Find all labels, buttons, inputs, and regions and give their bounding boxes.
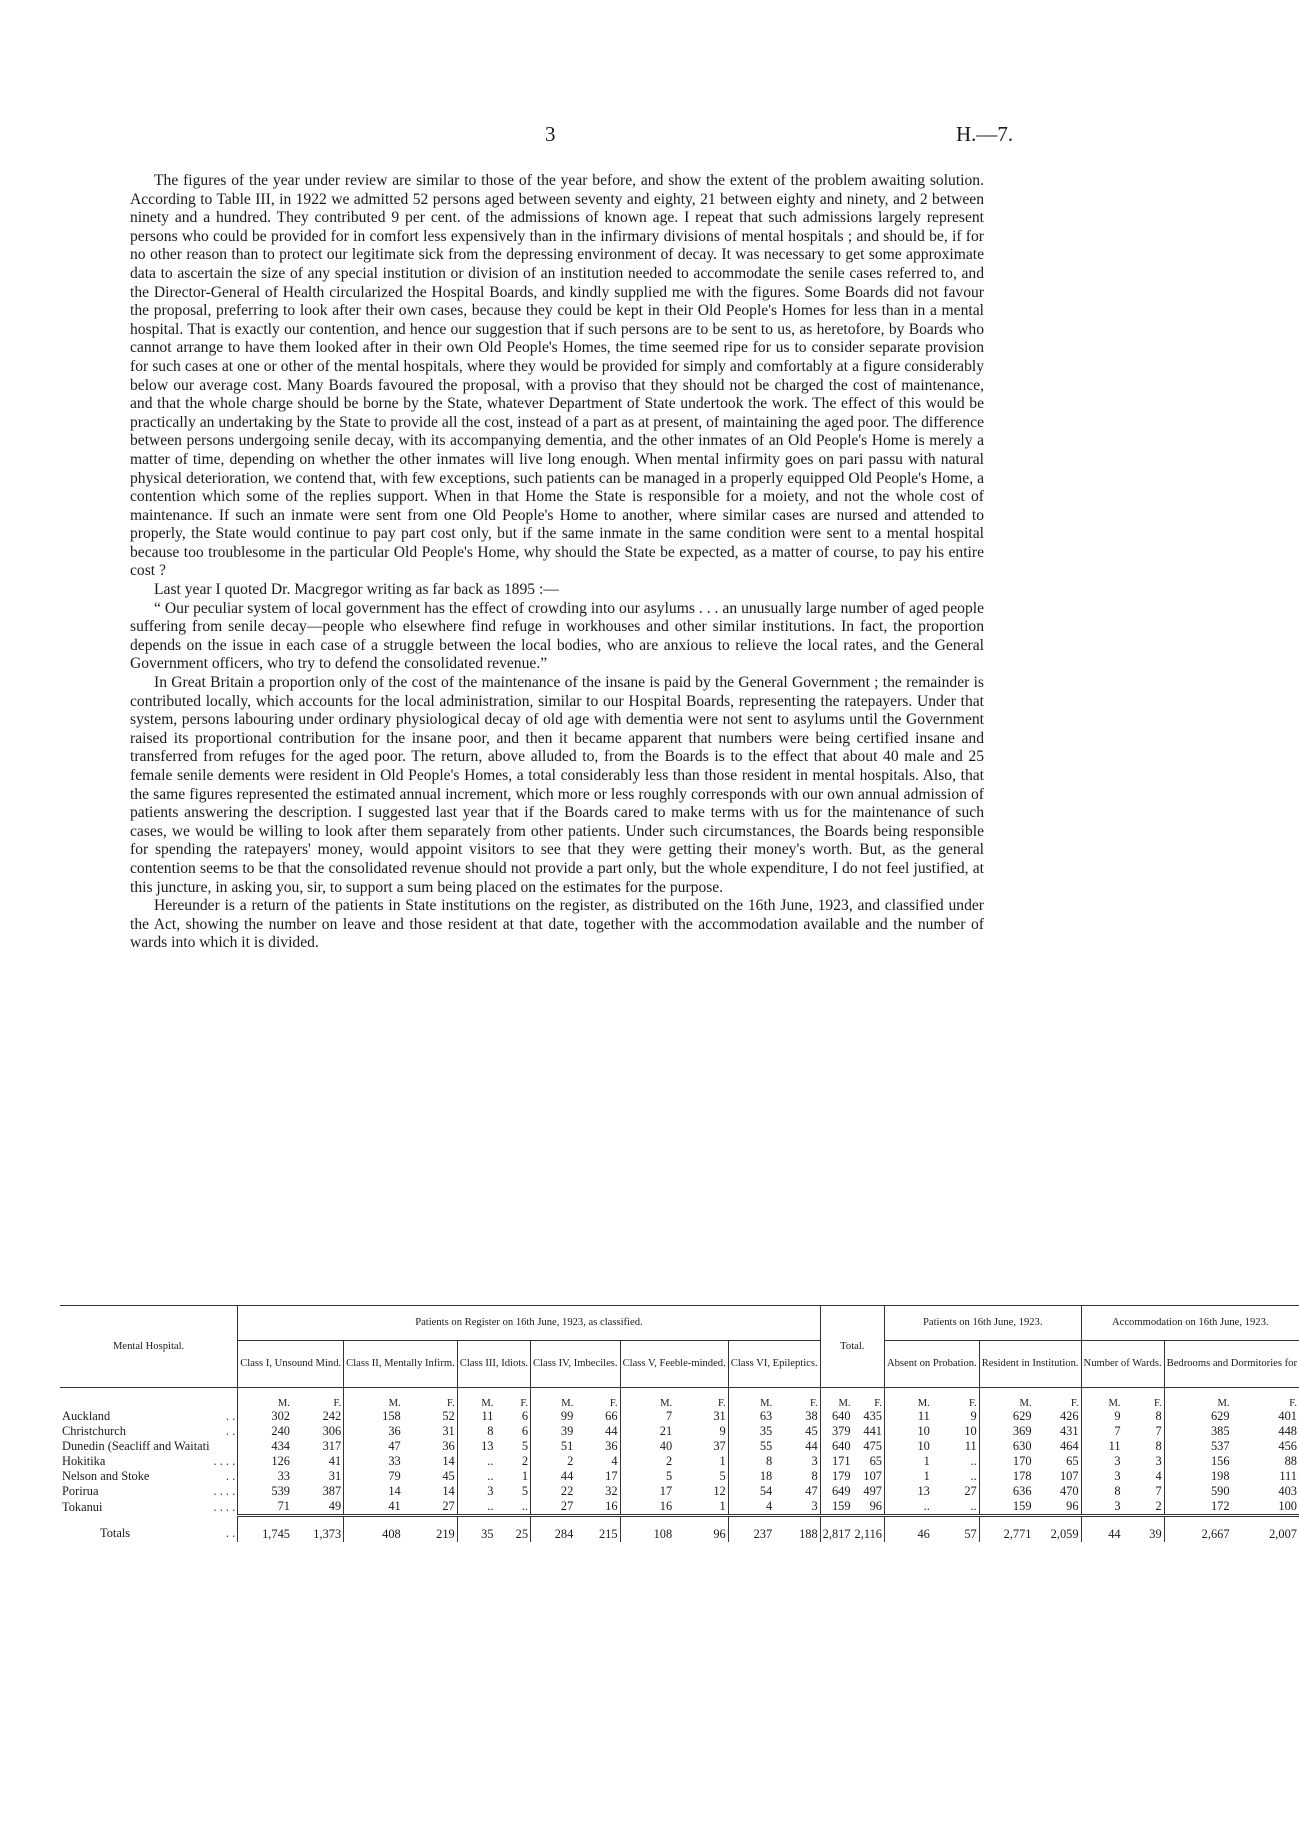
hospital-name: Christchurch [62,1424,127,1438]
header-class-3: Class III, Idiots. [457,1341,530,1388]
female-column-header: F. [969,1398,977,1409]
table-cell: 2,007 [1232,1516,1299,1543]
header-patients-on: Patients on 16th June, 1923. [884,1306,1081,1341]
table-cell: 11 [884,1409,931,1424]
table-cell: 96 [1066,1499,1079,1513]
header-class-2: Class II, Mentally Infirm. [344,1341,458,1388]
document-reference: H.—7. [956,122,1014,146]
table-row [60,1484,1299,1499]
female-column-header: F. [809,1398,818,1409]
table-cell: 1 [719,1454,726,1468]
table-cell: 47 [805,1484,818,1498]
paragraph-great-britain: In Great Britain a proportion only of the cost of the maintenance of the insane is paid by the General Government ; the remainder is contributed locally, which accounts for the local administration, similar to our Hospital Boards, representing the ratepayers. Under that system, persons labouring under ordinary physiological decay of old age with dementia were not sent to asylums until the Government raised its proportional contribution for the insane poor, and then it became apparent that numbers were being certified insane and transferred from refuges for the aged poor. The return, above alluded to, from the Boards is to the effect that about 40 male and 25 female senile dements were resident in Old People's Homes, a total considerably less than those resident in mental hospitals. Also, that the same figures represented the estimated annual increment, which more or less roughly corresponds with our own annual admission of patients answering the description. I suggested last year that if the Boards cared to make terms with us for the maintenance of such cases, we would be willing to look after them separately from other patients. Under such circumstances, the Boards being responsible for spending the ratepayers' money, would appoint visitors to see that they were getting their money's worth. But, as the general contention seems to be that the consolidated revenue should not provide a part only, but the whole expenditure, I do not feel justified, at this juncture, in asking you, sir, to support a sum being placed on the estimates for the purpose. [130,674,984,896]
table-cell: 36 [442,1439,455,1453]
paragraph-macgregor-quote: “ Our peculiar system of local government has the effect of crowding into our asylums . . . an unusually large number of aged people suffering from senile decay—people who elsewhere find refuge in workhouses and other similar institutions. In fact, the proportion depends on the issue in each case of a struggle between the local bodies, who are anxious to relieve the local rates, and the General Government officers, who try to defend the consolidated revenue.” [130,599,984,673]
header-class-5: Class V, Feeble-minded. [620,1341,728,1388]
table-row [60,1499,1299,1516]
table-cell: 10 [964,1424,977,1438]
table-cell: 14 [442,1454,455,1468]
header-class-4: Class IV, Imbeciles. [531,1341,621,1388]
table-cell: 10 [884,1439,931,1454]
hospital-name: Auckland [62,1409,111,1423]
table-cell: 3 [811,1454,818,1468]
table-cell: 1 [884,1469,931,1484]
table-cell: 13 [884,1484,931,1499]
male-column-header: M. [344,1388,403,1410]
table-cell: 317 [322,1439,342,1453]
table-cell: 3 [1155,1454,1162,1468]
table-cell: 22 [531,1484,576,1499]
table-cell: 126 [238,1454,292,1469]
table-cell: 431 [1059,1424,1079,1438]
table-cell: 4 [611,1454,618,1468]
table-cell: 2 [521,1454,529,1468]
table-cell: 3 [811,1499,818,1513]
hospital-name: Tokanui [62,1499,103,1514]
table-cell: 45 [442,1469,455,1483]
male-column-header: M. [884,1388,931,1410]
table-cell: 8 [1155,1439,1162,1453]
table-cell: 39 [531,1424,576,1439]
table-cell: 6 [521,1409,529,1423]
table-cell: 8 [728,1454,774,1469]
table-cell: 36 [605,1439,618,1453]
table-cell: 9 [1081,1409,1123,1424]
table-cell: 1 [719,1499,726,1513]
female-column-header: F. [447,1398,455,1409]
table-cell: 37 [713,1439,726,1453]
male-column-header: M. [238,1388,292,1410]
table-cell: 35 [457,1516,495,1543]
table-cell: 636 [979,1484,1033,1499]
table-cell: 39 [1123,1516,1165,1543]
mf-header-row [60,1388,1299,1410]
table-cell: 5 [521,1484,529,1498]
table-cell: 7 [620,1409,674,1424]
table-cell: 4 [1155,1469,1162,1483]
table-cell: 5 [719,1469,726,1483]
male-column-header: M. [1164,1388,1231,1410]
table-cell: 306 [322,1424,342,1438]
paragraph-macgregor-intro: Last year I quoted Dr. Macgregor writing as far back as 1895 :— [154,581,559,599]
table-cell: 1 [521,1469,529,1483]
table-cell: 179 [820,1469,852,1484]
table-cell: 156 [1164,1454,1231,1469]
leader-dots: . . [225,1526,236,1541]
table-cell: 1,745 [238,1516,292,1543]
table-cell: 640 [820,1439,852,1454]
table-cell: 1 [884,1454,931,1469]
table-cell: 590 [1164,1484,1231,1499]
table-cell: 7 [1155,1484,1162,1498]
table-cell: 5 [521,1439,529,1453]
table-cell: 57 [932,1516,979,1543]
table-cell: 9 [719,1424,726,1438]
table-cell: 537 [1164,1439,1231,1454]
table-cell: 2,771 [979,1516,1033,1543]
table-cell: 47 [344,1439,403,1454]
table-cell: 31 [328,1469,342,1483]
table-cell: .. [970,1469,977,1483]
table-cell: 158 [344,1409,403,1424]
table-cell: 71 [238,1499,292,1516]
table-cell: 215 [575,1516,620,1543]
table-cell: 172 [1164,1499,1231,1516]
table-cell: 12 [713,1484,726,1498]
table-cell: 640 [820,1409,852,1424]
table-cell: 35 [728,1424,774,1439]
table-cell: 470 [1059,1484,1079,1498]
table-cell: 21 [620,1424,674,1439]
table-cell: 111 [1279,1469,1297,1483]
table-cell: 38 [805,1409,818,1423]
table-cell: 284 [531,1516,576,1543]
table-cell: 49 [328,1499,342,1513]
table-cell: 2 [1155,1499,1162,1513]
paragraph-senile-cases: The figures of the year under review are similar to those of the year before, and show the extent of the problem awaiting solution. According to Table III, in 1922 we admitted 52 persons aged between seventy and eighty, 21 between eighty and ninety, and 2 between ninety and a hundred. They contributed 9 per cent. of the admissions of known age. I repeat that such admissions largely represent persons who could be provided for in comfort less expensively than in the infirmary divisions of mental hospitals ; and should be, if for no other reason than to protect our legitimate sick from the depressing environment of decay. It was necessary to get some approximate data to ascertain the size of any special institution or division of an institution needed to accommodate the senile cases referred to, and the Director-General of Health circularized the Hospital Boards, and kindly supplied me with the figures. Some Boards did not favour the proposal, preferring to look after their own cases, because they could be kept in their Old People's Homes for less than in a mental hospital. That is exactly our contention, and hence our suggestion that if such persons are to be sent to us, as heretofore, by Boards who cannot arrange to have them looked after in their own Old People's Homes, the time seemed ripe for us to consider separate provision for such cases at one or other of the mental hospitals, where they would be provided for simply and comfortably at a figure considerably below our average cost. Many Boards favoured the proposal, with a proviso that they should not be charged the cost of maintenance, and that the whole charge should be borne by the State, whatever Department of State undertook the work. The effect of this would be practically an undertaking by the State to provide all the cost, instead of a part as at present, of maintaining the aged poor. The difference between persons undergoing senile decay, with its accompanying dementia, and the other inmates of an Old People's Home is merely a matter of time, depending on whether the other inmates will live long enough. When mental infirmity goes on pari passu with natural physical deterioration, we contend that, with few exceptions, such patients can be managed in a properly equipped Old People's Home, a contention which some of the replies support. When in that Home the State is responsible for a moiety, and not the whole cost of maintenance. If such an inmate were sent from one Old People's Home to another, where similar cases are nursed and attended to properly, the State would continue to pay part cost only, but if the same inmate in the same condition were sent to a mental hospital because too troublesome in the particular Old People's Home, why should the State be expected, as a matter of course, to pay his entire cost ? [130,172,984,580]
table-cell: 159 [820,1499,852,1516]
table-cell: 2,817 [820,1516,852,1543]
table-cell: 31 [442,1424,455,1438]
table-cell: 88 [1284,1454,1297,1468]
table-cell: 8 [1155,1409,1162,1423]
table-cell: 46 [884,1516,931,1543]
leader-dots: . . . . [213,1484,236,1498]
male-column-header: M. [1081,1388,1123,1410]
hospital-name: Hokitika [62,1454,106,1468]
table-cell: 31 [713,1409,726,1423]
table-cell: 3 [1081,1454,1123,1469]
male-column-header: M. [820,1388,852,1410]
table-cell: 2,667 [1164,1516,1231,1543]
table-cell: 41 [328,1454,342,1468]
table-cell: 6 [521,1424,529,1438]
leader-dots: . . [225,1424,236,1438]
table-cell: 33 [238,1469,292,1484]
table-cell: 16 [620,1499,674,1516]
table-cell: 63 [728,1409,774,1424]
hospital-name: Nelson and Stoke [62,1469,150,1483]
table-cell: 475 [863,1439,882,1453]
header-absent-on-probation: Absent on Probation. [884,1341,979,1388]
table-cell: 16 [605,1499,618,1513]
male-column-header: M. [979,1388,1033,1410]
paragraph-return-intro: Hereunder is a return of the patients in State institutions on the register, as distributed on the 16th June, 1923, and classified under the Act, showing the number on leave and those resident at that date, together with the accommodation available and the number of wards into which it is divided. [130,897,984,952]
female-column-header: F. [718,1398,726,1409]
table-cell: .. [457,1454,495,1469]
table-row [60,1409,1299,1424]
table-cell: 17 [605,1469,618,1483]
table-cell: 25 [495,1516,530,1543]
table-cell: .. [457,1469,495,1484]
table-cell: 237 [728,1516,774,1543]
table-row [60,1454,1299,1469]
table-cell: 649 [820,1484,852,1499]
table-cell: 401 [1278,1409,1297,1423]
table-cell: 629 [979,1409,1033,1424]
table-cell: 387 [322,1484,342,1498]
male-column-header: M. [620,1388,674,1410]
table-cell: .. [970,1454,977,1468]
table-cell: 65 [869,1454,882,1468]
table-cell: 219 [403,1516,458,1543]
table-cell: 2,116 [853,1516,885,1543]
header-number-of-wards: Number of Wards. [1081,1341,1164,1388]
table-row [60,1469,1299,1484]
table-cell: 5 [620,1469,674,1484]
leader-dots [212,1439,238,1454]
hospital-name: Dunedin (Seacliff and Waitati [62,1439,210,1453]
header-class-1: Class I, Unsound Mind. [238,1341,344,1388]
table-cell: 44 [1081,1516,1123,1543]
table-cell: 11 [964,1439,977,1453]
table-row [60,1439,1299,1454]
table-cell: 2,059 [1034,1516,1082,1543]
female-column-header: F. [1070,1398,1079,1409]
header-mental-hospital: Mental Hospital. [113,1340,185,1352]
table-cell: 497 [863,1484,882,1498]
table-cell: 10 [884,1424,931,1439]
female-column-header: F. [609,1398,618,1409]
female-column-header: F. [333,1398,342,1409]
leader-dots: . . . . [213,1499,236,1514]
table-cell: .. [521,1499,529,1513]
table-cell: 426 [1059,1409,1079,1423]
table-cell: 379 [820,1424,852,1439]
table-cell: 408 [344,1516,403,1543]
header-resident-in-institution: Resident in Institution. [979,1341,1081,1388]
table-cell: 539 [238,1484,292,1499]
table-cell: 188 [774,1516,820,1543]
table-cell: 198 [1164,1469,1231,1484]
leader-dots: . . [225,1409,236,1423]
table-cell: 36 [344,1424,403,1439]
table-cell: 2 [531,1454,576,1469]
table-cell: 66 [605,1409,618,1423]
totals-label: Totals [100,1526,131,1541]
header-total: Total. [820,1306,884,1388]
table-cell: 27 [531,1499,576,1516]
table-cell: .. [457,1499,495,1516]
table-cell: 3 [1081,1499,1123,1516]
table-cell: 159 [979,1499,1033,1516]
table-cell: 170 [979,1454,1033,1469]
table-cell: 403 [1278,1484,1297,1498]
table-cell: 240 [238,1424,292,1439]
table-cell: 44 [605,1424,618,1438]
table-cell: 1,373 [292,1516,344,1543]
table-cell: 55 [728,1439,774,1454]
table-cell: 14 [442,1484,455,1498]
table-cell: 100 [1278,1499,1297,1513]
table-cell: 96 [674,1516,728,1543]
female-column-header: F. [1153,1398,1162,1409]
table-cell: 17 [620,1484,674,1499]
table-cell: 40 [620,1439,674,1454]
table-cell: 8 [457,1424,495,1439]
table-cell: 242 [322,1409,342,1423]
table-cell: 171 [820,1454,852,1469]
table-cell: 448 [1278,1424,1297,1438]
leader-dots: . . [225,1469,236,1483]
table-cell: 79 [344,1469,403,1484]
table-cell: 107 [1059,1469,1079,1483]
table-cell: 33 [344,1454,403,1469]
table-cell: 178 [979,1469,1033,1484]
female-column-header: F. [874,1398,882,1409]
header-bedrooms: Bedrooms and Dormitories for [1164,1341,1299,1388]
totals-row [60,1516,1299,1543]
table-cell: 2 [620,1454,674,1469]
header-register: Patients on Register on 16th June, 1923, as classified. [238,1306,820,1341]
table-cell: 44 [531,1469,576,1484]
male-column-header: M. [531,1388,576,1410]
table-cell: 45 [805,1424,818,1438]
header-accommodation: Accommodation on 16th June, 1923. [1081,1306,1299,1341]
table-cell: 65 [1066,1454,1079,1468]
table-cell: 3 [457,1484,495,1499]
male-column-header: M. [457,1388,495,1410]
table-cell: 456 [1278,1439,1297,1453]
table-cell: 108 [620,1516,674,1543]
hospital-name: Porirua [62,1484,99,1498]
table-cell: 4 [728,1499,774,1516]
header-class-6: Class VI, Epileptics. [728,1341,820,1388]
female-column-header: F. [520,1398,529,1409]
table-cell: 3 [1081,1469,1123,1484]
table-cell: .. [970,1499,977,1513]
male-column-header: M. [728,1388,774,1410]
table-cell: 434 [238,1439,292,1454]
table-cell: 8 [811,1469,818,1483]
table-cell: 27 [964,1484,977,1498]
table-cell: 385 [1164,1424,1231,1439]
table-cell: 96 [869,1499,882,1513]
table-cell: 51 [531,1439,576,1454]
table-row [60,1424,1299,1439]
table-cell: 54 [728,1484,774,1499]
page-number: 3 [545,122,556,146]
table-cell: 44 [805,1439,818,1453]
table-cell: 52 [442,1409,455,1423]
table-cell: 41 [344,1499,403,1516]
table-cell: 18 [728,1469,774,1484]
table-cell: 630 [979,1439,1033,1454]
table-cell: 369 [979,1424,1033,1439]
table-cell: 11 [457,1409,495,1424]
table-cell: 99 [531,1409,576,1424]
table-cell: 441 [863,1424,882,1438]
body-text [130,172,984,953]
leader-dots: . . . . [213,1454,236,1468]
table-cell: 11 [1081,1439,1123,1454]
table-cell: 32 [605,1484,618,1498]
table-cell: 14 [344,1484,403,1499]
table-cell: 27 [442,1499,455,1513]
table-cell: 629 [1164,1409,1231,1424]
table-cell: 8 [1081,1484,1123,1499]
table-cell: 13 [457,1439,495,1454]
table-cell: 464 [1059,1439,1079,1453]
table-cell: 435 [863,1409,882,1423]
patients-return-table [60,1305,1299,1542]
female-column-header: F. [1289,1398,1297,1409]
table-cell: 302 [238,1409,292,1424]
table-cell: 9 [970,1409,977,1423]
table-cell: 7 [1081,1424,1123,1439]
table-cell: .. [884,1499,931,1516]
table-cell: 7 [1155,1424,1162,1438]
table-cell: 107 [863,1469,882,1483]
